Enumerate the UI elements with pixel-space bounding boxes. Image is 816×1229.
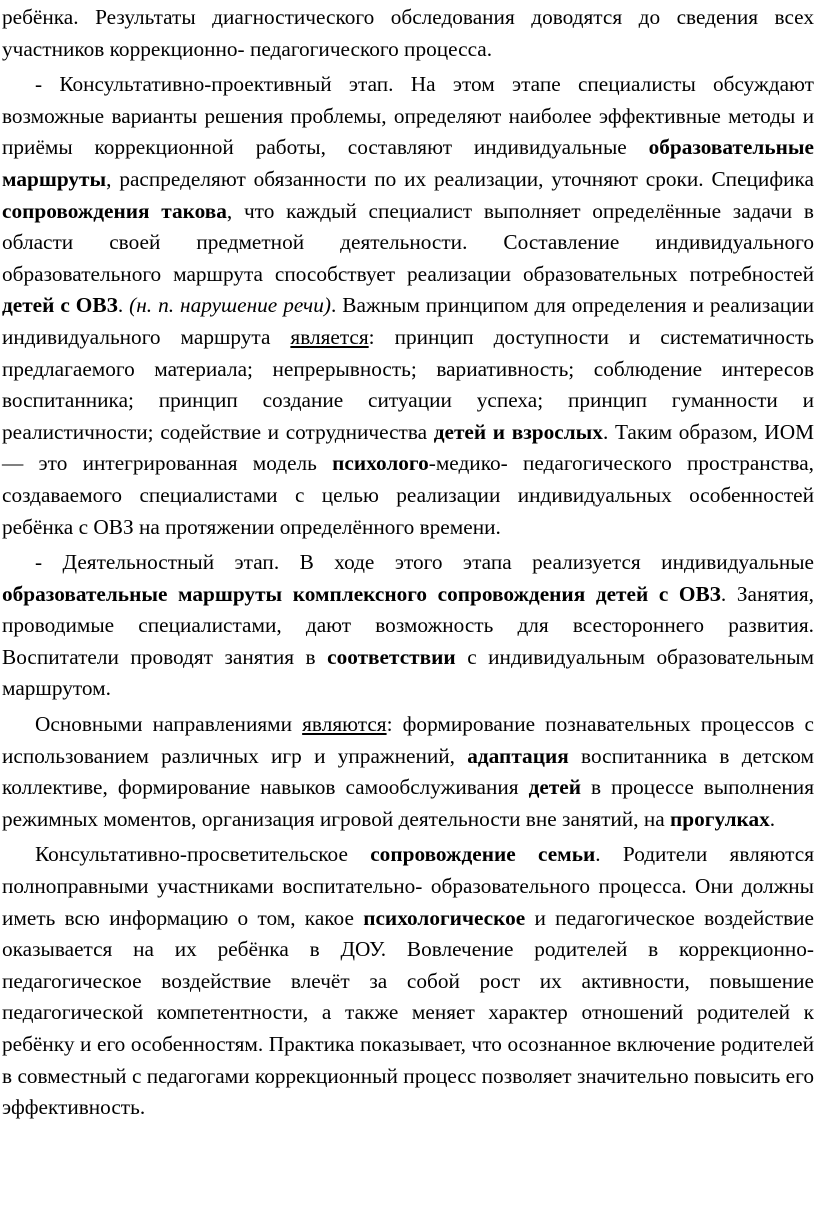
text-run: и педагогическое воздействие оказывается на их ребёнка в ДОУ. Вовлечение родителей в коррекционно- педагогическое воздействие влечёт за собой рост их активности, повышение педагогической компетентности, а также меняет характер отношений родителей к ребёнку и его особенностям. Практика показывает, что осознанное включение родителей в совместный с педагогами коррекционный процесс позволяет значительно повысить его эффективность. [2, 905, 815, 1120]
paragraph-3 [2, 547, 814, 705]
text-run: ребёнка. Результаты диагностического обследования доводятся до сведения всех участников коррекционно- педагогического процесса. [2, 5, 814, 61]
text-run: . [117, 293, 130, 318]
bold-text: образовательные маршруты [2, 135, 814, 191]
paragraph-4 [2, 709, 814, 835]
bold-text: детей [528, 775, 582, 800]
text-run: , распределяют обязанности по их реализации, уточняют сроки. Специфика [106, 166, 814, 191]
bold-text: сопровождения такова [2, 198, 227, 223]
underlined-text: являются [302, 712, 387, 737]
paragraph-2 [2, 69, 814, 543]
bold-text: психологическое [363, 905, 526, 930]
italic-text: (н. п. нарушение речи) [129, 293, 331, 318]
bold-text: детей с ОВЗ [2, 293, 118, 318]
text-run: Основными направлениями [35, 712, 303, 737]
text-run: - Деятельностный этап. В ходе этого этапа реализуется индивидуальные [35, 550, 814, 575]
bold-text: сопровождение семьи [370, 842, 596, 867]
text-run: . Занятия, проводимые специалистами, дают возможность для всестороннего развития. Воспитатели проводят занятия в [2, 581, 814, 669]
underlined-text: является [290, 324, 369, 349]
text-run: . Таким образом, ИОМ — это интегрированная модель [2, 419, 815, 476]
bold-text: образовательные маршруты комплексного сопровождения детей с ОВЗ [2, 581, 721, 606]
text-run: . [769, 806, 776, 831]
text-run: : принцип доступности и систематичность предлагаемого материала; непрерывность; вариативность; соблюдение интересов воспитанника; принцип создание ситуации успеха; принцип гуманности и реалистичности; содействие и сотрудничества [2, 324, 814, 444]
bold-text: психолого [332, 451, 429, 476]
text-run: . Родители являются полноправными участниками воспитательно- образовательного процесса. Они должны иметь всю информацию о том, какое [2, 842, 814, 930]
text-run: воспитанника в детском коллективе, формирование навыков самообслуживания [2, 743, 814, 800]
text-run: -медико- педагогического пространства, создаваемого специалистами с целью реализации индивидуальных особенностей ребёнка с ОВЗ на протяжении определённого времени. [2, 451, 815, 539]
bold-text: детей и взрослых [433, 419, 603, 444]
text-run: , что каждый специалист выполняет определённые задачи в области своей предметной деятельности. Составление индивидуального образовательного маршрута способствует реализации образовательных потребностей [2, 198, 814, 286]
text-run: . Важным принципом для определения и реализации индивидуального маршрута [2, 293, 814, 349]
paragraph-5 [2, 839, 814, 1123]
bold-text: соответствии [327, 644, 456, 669]
bold-text: прогулках [670, 806, 770, 831]
text-run: Консультативно-просветительское [35, 842, 371, 867]
text-run: с индивидуальным образовательным маршрутом. [2, 644, 814, 701]
text-run: в процессе выполнения режимных моментов, организация игровой деятельности вне занятий, на [2, 775, 814, 831]
bold-text: адаптация [467, 743, 569, 768]
text-run: - Консультативно-проективный этап. На этом этапе специалисты обсуждают возможные варианты решения проблемы, определяют наиболее эффективные методы и приёмы коррекционной работы, составляют индивидуальные [2, 72, 814, 160]
paragraph-1 [2, 2, 814, 65]
text-run: : формирование познавательных процессов с использованием различных игр и упражнений, [2, 712, 814, 768]
